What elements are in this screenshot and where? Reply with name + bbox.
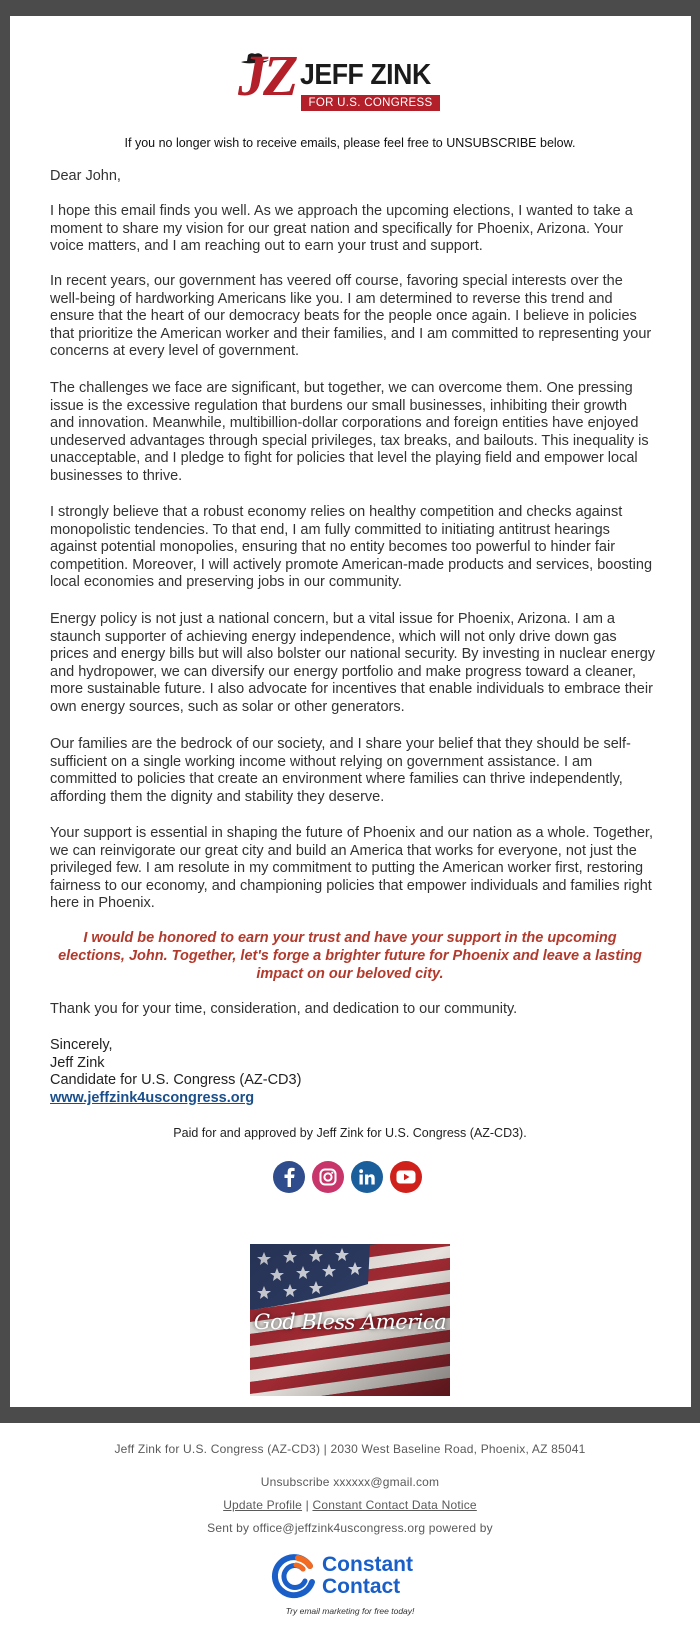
highlight-quote: I would be honored to earn your trust and have your support in the upcoming elections, John. Together, let's forge a brighter future for Phoenix and leave a lasting impact on our beloved city. — [58, 930, 642, 982]
website-link[interactable]: www.jeffzink4uscongress.org — [50, 1089, 255, 1106]
paragraph: The challenges we face are significant, but together, we can overcome them. One pressing issue is the excessive regulation that burdens our small businesses, inhibiting their growth and innovation. Meanwhile, multibillion-dollar corporations and foreign entities have enjoyed undeserved advantages through special privileges, tax breaks, and bailouts. This inequality is unacceptable, and I pledge to fight for policies that level the playing field and empower local businesses to thrive. — [50, 380, 649, 484]
instagram-icon[interactable] — [312, 1161, 344, 1193]
unsubscribe-email: xxxxxx@gmail.com — [333, 1475, 440, 1489]
logo-name: JEFF ZINK — [300, 59, 431, 91]
flag-banner-image — [250, 1244, 450, 1396]
footer-address: Jeff Zink for U.S. Congress (AZ-CD3) | 2030 West Baseline Road, Phoenix, AZ 85041 — [114, 1442, 586, 1456]
social-links — [273, 1161, 422, 1193]
paragraph: I hope this email finds you well. As we approach the upcoming elections, I wanted to take a moment to share my vision for our great nation and specifically for Phoenix, Arizona. Your voice matters, and I am reaching out to earn your trust and support. — [50, 203, 633, 255]
greeting: Dear John, — [50, 168, 121, 184]
unsubscribe-link[interactable]: Unsubscribe — [260, 1475, 330, 1489]
footer-separator: | — [305, 1498, 309, 1512]
campaign-logo — [238, 38, 443, 118]
signature-block — [50, 1037, 301, 1107]
constant-contact-ring-icon — [270, 1552, 318, 1600]
footer-links — [0, 1498, 700, 1512]
paragraph: Energy policy is not just a national concern, but a vital issue for Phoenix, Arizona. I am a staunch supporter of achieving energy independence, which will not only drive down gas prices and energy bills but will also bolster our national security. By investing in nuclear energy and hydropower, we can diversify our energy portfolio and make progress toward a cleaner, more sustainable future. I also advocate for incentives that enable individuals to embrace their own energy sources, such as solar or other generators. — [50, 611, 656, 715]
linkedin-icon[interactable] — [351, 1161, 383, 1193]
closing: Sincerely, — [50, 1037, 113, 1053]
facebook-icon[interactable] — [273, 1161, 305, 1193]
thanks-line: Thank you for your time, consideration, and dedication to our community. — [50, 1001, 518, 1017]
update-profile-link[interactable]: Update Profile — [223, 1498, 303, 1512]
paragraph: I strongly believe that a robust economy relies on healthy competition and checks against monopolistic tendencies. To that end, I am fully committed to initiating antitrust hearings against potential monopolies, ensuring that no entity becomes too powerful to hinder fair competition. Moreover, I will actively promote American-made products and services, boosting local economies and preserving jobs in our community. — [50, 504, 653, 591]
paragraph: Your support is essential in shaping the future of Phoenix and our nation as a whole. Together, we can reinvigorate our great city and build an America that works for everyone, not just the privileged few. I am resolute in my commitment to putting the American worker first, restoring fairness to our economy, and championing policies that empower individuals and families right here in Phoenix. — [50, 825, 653, 912]
logo-initials: JZ — [238, 43, 295, 108]
sent-by-line: Sent by office@jeffzink4uscongress.org powered by — [207, 1521, 493, 1535]
brand-line-2: Contact — [322, 1575, 401, 1598]
unsubscribe-note: If you no longer wish to receive emails, please feel free to UNSUBSCRIBE below. — [124, 136, 576, 150]
brand-line-1: Constant — [322, 1553, 413, 1576]
paid-for-disclaimer: Paid for and approved by Jeff Zink for U.S. Congress (AZ-CD3). — [173, 1126, 527, 1140]
constant-contact-logo[interactable] — [270, 1550, 430, 1615]
signer-name: Jeff Zink — [50, 1054, 105, 1071]
brand-tagline: Try email marketing for free today! — [285, 1606, 415, 1616]
logo-tagline: FOR U.S. CONGRESS — [301, 95, 440, 111]
data-notice-link[interactable]: Constant Contact Data Notice — [312, 1498, 477, 1512]
paragraph: In recent years, our government has veered off course, favoring special interests over the well-being of hardworking Americans like you. I am determined to reverse this trend and ensure that the heart of our democracy beats for the people once again. I believe in policies that prioritize the American worker and their families, and I am committed to representing your concerns at every level of government. — [50, 273, 652, 360]
footer-unsubscribe — [0, 1475, 700, 1489]
signer-title: Candidate for U.S. Congress (AZ-CD3) — [50, 1072, 302, 1089]
constant-contact-wordmark — [322, 1554, 413, 1598]
banner-text: God Bless America — [253, 1310, 447, 1334]
youtube-icon[interactable] — [390, 1161, 422, 1193]
paragraph: Our families are the bedrock of our society, and I share your belief that they should be self-sufficient on a single working income without relying on government assistance. I am committed to policies that create an environment where families can thrive independently, affording them the dignity and stability they deserve. — [50, 736, 631, 805]
